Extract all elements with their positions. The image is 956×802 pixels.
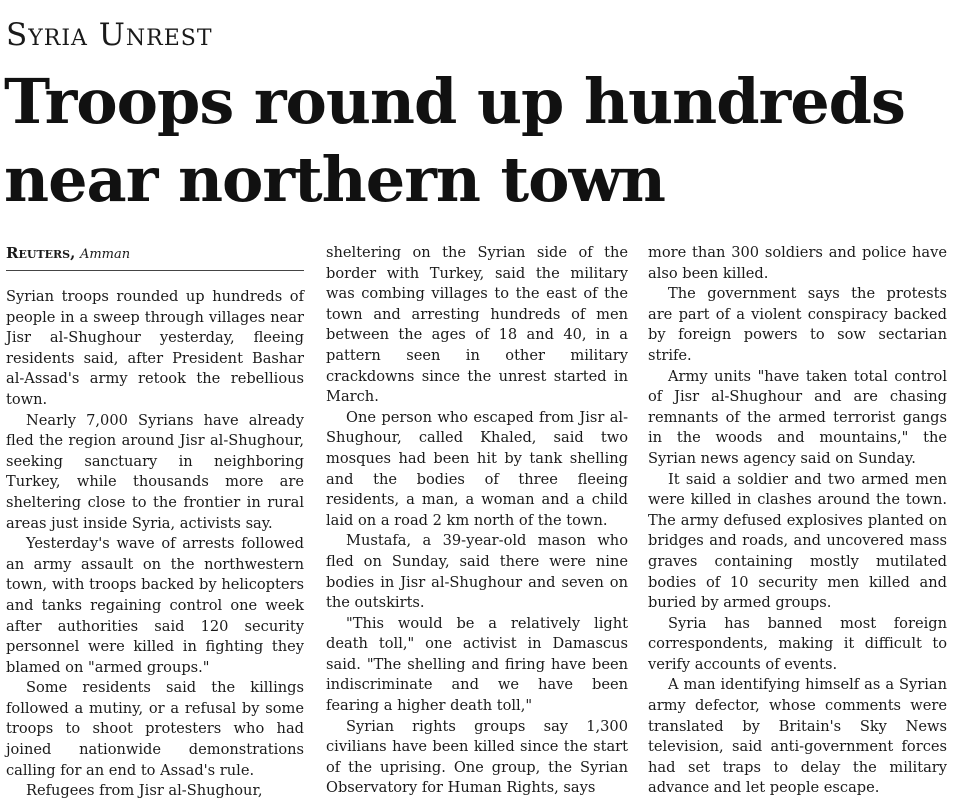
paragraph: "This would be a relatively light death toll," one activist in Damascus said. "The shelling and firing have been indiscriminate and we have been fearing a higher death toll," (326, 614, 628, 715)
paragraph: Army units "have taken total control of Jisr al-Shughour and are chasing remnants of the armed terrorist gangs in the woods and mountains," the Syrian news agency said on Sunday. (648, 367, 947, 467)
paragraph: Syrian troops rounded up hundreds of people in a sweep through villages near Jisr al-Shughour yesterday, fleeing residents said, after President Bashar al-Assad's army retook the rebellious town. (6, 288, 304, 408)
paragraph: One person who escaped from Jisr al-Shughour, called Khaled, said two mosques had been hit by tank shelling and the bodies of three fleeing residents, a man, a woman and a child laid on a road 2 km north of the town. (326, 408, 628, 529)
paragraph: Some residents said the killings followed a mutiny, or a refusal by some troops to shoot protesters who had joined nationwide demonstrations calling for an end to Assad's rule. (6, 679, 304, 779)
article-column-2 (326, 243, 628, 799)
headline: Troops round up hundreds near northern town (4, 65, 905, 216)
paragraph: Refugees from Jisr al-Shughour, (26, 782, 263, 800)
paragraph: It said a soldier and two armed men were killed in clashes around the town. The army defused explosives planted on bridges and roads, and uncovered mass graves containing mostly mutilated bodies of 10 security men killed and buried by armed groups. (648, 470, 947, 612)
paragraph: Syrian rights groups say 1,300 civilians have been killed since the start of the uprising. One group, the Syrian Observatory for Human Rights, says (326, 717, 628, 797)
byline-place: Amman (79, 247, 131, 262)
paragraph: The government says the protests are part of a violent conspiracy backed by foreign powers to sow sectarian strife. (648, 285, 947, 364)
article-column-1 (6, 243, 304, 802)
paragraph: Nearly 7,000 Syrians have already fled the region around Jisr al-Shughour, seeking sanctuary in neighboring Turkey, while thousands more are sheltering close to the frontier in rural areas just inside Syria, activists say. (6, 411, 304, 532)
section-kicker: Syria Unrest (6, 17, 213, 53)
byline-agency: Reuters, (6, 244, 76, 262)
paragraph: Yesterday's wave of arrests followed an army assault on the northwestern town, with troops backed by helicopters and tanks regaining control one week after authorities said 120 security personnel were killed in fighting they blamed on "armed groups." (6, 535, 304, 676)
paragraph: A man identifying himself as a Syrian army defector, whose comments were translated by Britain's Sky News television, said anti-government forces had set traps to delay the military advance and let people escape. (648, 676, 947, 797)
paragraph: Syria has banned most foreign correspondents, making it difficult to verify accounts of events. (648, 614, 947, 673)
paragraph: more than 300 soldiers and police have also been killed. (648, 244, 947, 282)
article-column-3 (648, 243, 947, 799)
byline (6, 243, 304, 271)
paragraph: Mustafa, a 39-year-old mason who fled on Sunday, said there were nine bodies in Jisr al-Shughour and seven on the outskirts. (326, 532, 628, 612)
paragraph: sheltering on the Syrian side of the border with Turkey, said the military was combing villages to the east of the town and arresting hundreds of men between the ages of 18 and 40, in a pattern seen in other military crackdowns since the unrest started in March. (326, 244, 628, 406)
